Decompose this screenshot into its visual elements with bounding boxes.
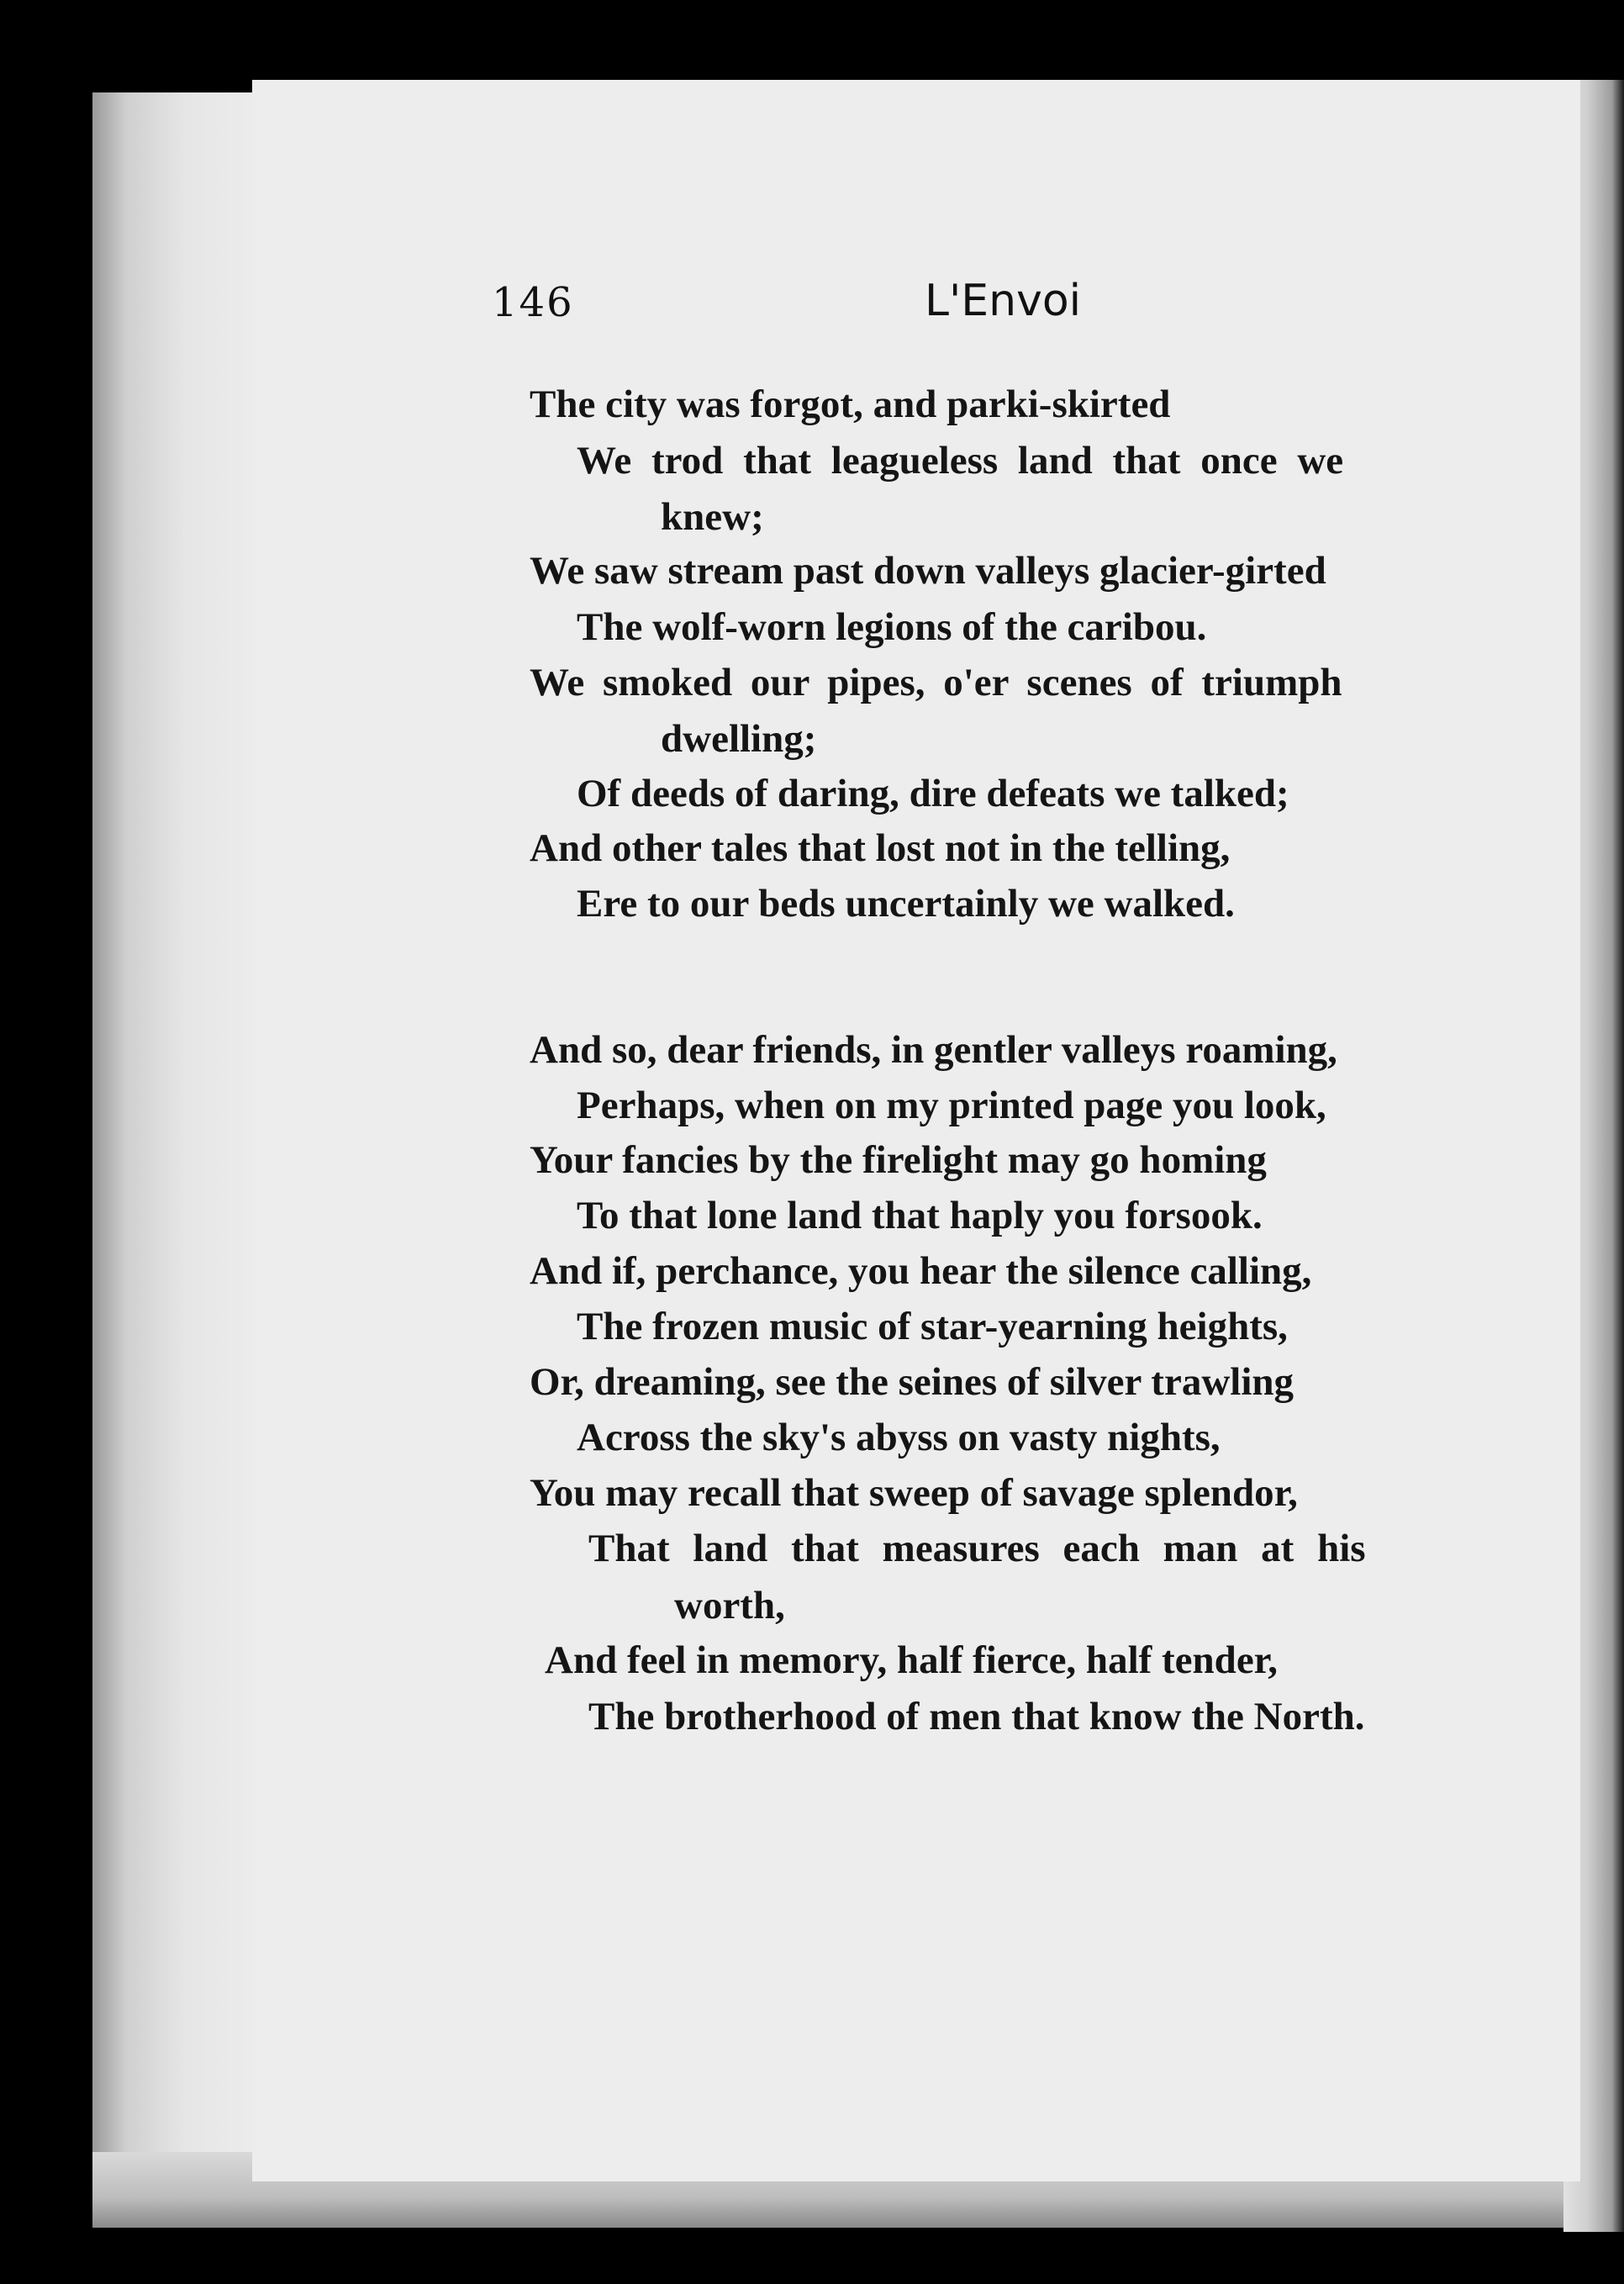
verse-line: That land that measures each man at his <box>588 1527 1366 1570</box>
verse-line: We saw stream past down valleys glacier-girted <box>530 549 1326 593</box>
verse-line: Your fancies by the firelight may go homing <box>530 1138 1267 1182</box>
verse-line: worth, <box>674 1584 785 1627</box>
verse-line: And if, perchance, you hear the silence calling, <box>530 1249 1312 1293</box>
page-number: 146 <box>492 279 574 326</box>
verse-line: Across the sky's abyss on vasty nights, <box>577 1416 1221 1459</box>
verse-line: Ere to our beds uncertainly we walked. <box>577 882 1235 926</box>
verse-line: The brotherhood of men that know the North. <box>588 1695 1365 1738</box>
verse-line: dwelling; <box>661 717 817 761</box>
verse-line: The wolf-worn legions of the caribou. <box>577 605 1207 649</box>
verse-line: The city was forgot, and parki-skirted <box>530 382 1171 426</box>
verse-line: Or, dreaming, see the seines of silver trawling <box>530 1360 1294 1404</box>
verse-line: You may recall that sweep of savage splendor, <box>530 1471 1298 1515</box>
verse-line: And feel in memory, half fierce, half tender, <box>545 1638 1278 1682</box>
verse-line: And other tales that lost not in the telling, <box>530 826 1231 870</box>
verse-line: The frozen music of star-yearning heights, <box>577 1305 1288 1348</box>
running-title: L'Envoi <box>925 276 1082 326</box>
verse-line: Of deeds of daring, dire defeats we talked; <box>577 772 1289 815</box>
verse-line: And so, dear friends, in gentler valleys roaming, <box>530 1028 1337 1072</box>
verse-line: Perhaps, when on my printed page you look, <box>577 1084 1326 1127</box>
verse-line: We smoked our pipes, o'er scenes of triumph <box>530 661 1342 704</box>
verse-line: We trod that leagueless land that once we <box>577 439 1344 483</box>
verse-line: knew; <box>661 495 764 539</box>
verse-line: To that lone land that haply you forsook. <box>577 1194 1263 1237</box>
book-spine-shadow <box>92 92 261 2228</box>
